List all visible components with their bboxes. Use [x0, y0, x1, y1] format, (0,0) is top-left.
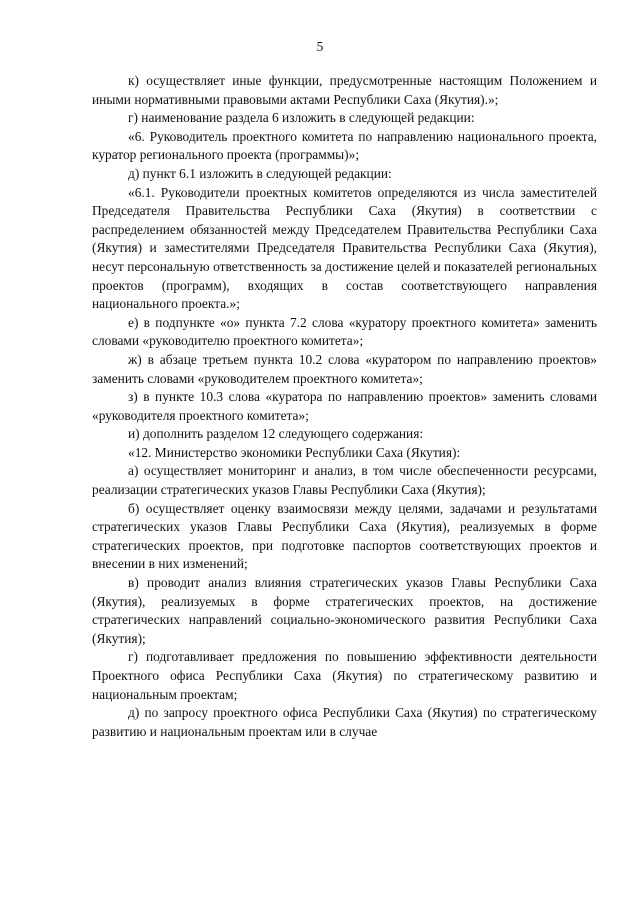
paragraph-v-analysis: в) проводит анализ влияния стратегических указов Главы Республики Саха (Якутия), реализуемых в форме стратегических проектов, на достижение стратегических направлений социально-экономического развития Республики Саха (Якутия); — [92, 575, 597, 646]
document-body — [92, 72, 597, 741]
page-number: 5 — [316, 39, 324, 54]
paragraph-i-add-section-12: и) дополнить разделом 12 следующего содержания: — [128, 426, 424, 442]
paragraph-g-section-6-title: г) наименование раздела 6 изложить в следующей редакции: — [128, 110, 475, 126]
paragraph-e-subpoint-o: е) в подпункте «о» пункта 7.2 слова «куратору проектного комитета» заменить словами «руководителю проектного комитета»; — [92, 314, 597, 349]
paragraph-g-proposals: г) подготавливает предложения по повышению эффективности деятельности Проектного офиса Республики Саха (Якутия) по стратегическому развитию и национальным проектам; — [92, 649, 597, 702]
paragraph-zh-point-10-2: ж) в абзаце третьем пункта 10.2 слова «куратором по направлению проектов» заменить словами «руководителем проектного комитета»; — [92, 351, 597, 386]
paragraph-d-point-6-1: д) пункт 6.1 изложить в следующей редакции: — [128, 165, 392, 181]
paragraph-d-on-request: д) по запросу проектного офиса Республики Саха (Якутия) по стратегическому развитию и национальным проектам или в случае — [92, 705, 597, 739]
paragraph-section-6-new-title: «6. Руководитель проектного комитета по направлению национального проекта, куратор регионального проекта (программы)»; — [92, 128, 597, 163]
paragraph-k-other-functions: к) осуществляет иные функции, предусмотренные настоящим Положением и иными нормативными правовыми актами Республики Саха (Якутия).»; — [92, 73, 597, 107]
paragraph-point-6-1-text: «6.1. Руководители проектных комитетов определяются из числа заместителей Председателя Правительства Республики Саха (Якутия) в соответствии с распределением обязанностей между Председателем Правительства Республики Саха (Якутия) и заместителями Председателя Правительства Республики Саха (Якутия), несут персональную ответственность за достижение целей и показателей региональных проектов (программ), входящих в состав соответствующего направления национального проекта.»; — [92, 184, 597, 312]
paragraph-z-point-10-3: з) в пункте 10.3 слова «куратора по направлению проектов» заменить словами «руководителя проектного комитета»; — [92, 389, 597, 423]
paragraph-a-monitoring: а) осуществляет мониторинг и анализ, в том числе обеспеченности ресурсами, реализации стратегических указов Главы Республики Саха (Якутия); — [92, 463, 597, 498]
paragraph-b-assessment: б) осуществляет оценку взаимосвязи между целями, задачами и результатами стратегических указов Главы Республики Саха (Якутия), реализуемых в форме стратегических проектов, при подготовке паспортов соответствующих проектов и внесении в них изменений; — [92, 500, 597, 572]
paragraph-section-12-title: «12. Министерство экономики Республики Саха (Якутия): — [128, 444, 461, 460]
